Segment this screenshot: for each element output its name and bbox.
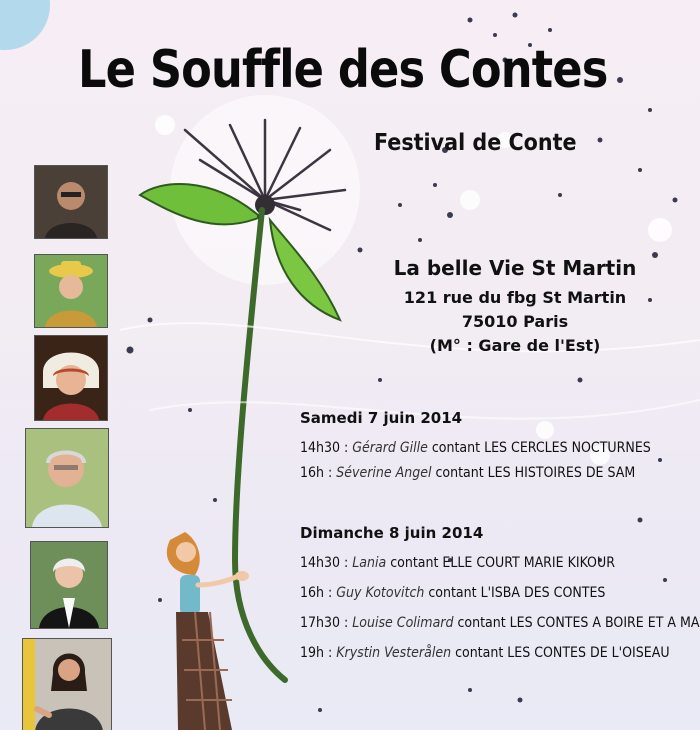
session-title: ELLE COURT MARIE KIKOUR [442,555,615,571]
session-time: 16h : [300,465,333,481]
session-verb: contant [428,585,477,601]
schedule-row [300,645,670,661]
session-verb: contant [457,615,506,631]
session-time: 14h30 : [300,440,349,456]
day-heading-saturday: Samedi 7 juin 2014 [300,409,463,427]
schedule-row [300,585,605,601]
venue-name: La belle Vie St Martin [393,256,637,280]
session-teller: Lania [352,555,387,571]
session-verb: contant [435,465,484,481]
session-title: L'ISBA DES CONTES [480,585,606,601]
session-title: LES CERCLES NOCTURNES [484,440,651,456]
session-verb: contant [431,440,481,456]
session-title: LES CONTES DE L'OISEAU [507,645,670,661]
venue-address: 121 rue du fbg St Martin [403,288,627,307]
session-verb: contant [390,555,439,571]
session-teller: Gérard Gille [352,440,428,456]
venue-metro: (M° : Gare de l'Est) [429,336,601,355]
photo-storyteller-4 [25,428,109,528]
photo-storyteller-2 [34,254,108,328]
day-heading-sunday: Dimanche 8 juin 2014 [300,524,484,542]
schedule-row [300,615,699,631]
venue-block [380,256,650,358]
venue-city: 75010 Paris [461,312,569,331]
session-time: 14h30 : [300,555,349,571]
session-verb: contant [455,645,504,661]
session-time: 17h30 : [300,615,349,631]
session-teller: Séverine Angel [336,465,432,481]
session-title: LES HISTOIRES DE SAM [487,465,636,481]
schedule-row [300,555,615,571]
poster-subtitle: Festival de Conte [374,130,577,156]
photo-storyteller-3 [34,335,108,421]
photo-storyteller-1 [34,165,108,239]
photo-storyteller-6 [22,638,112,730]
poster-title: Le Souffle des Contes [78,40,608,100]
session-title: LES CONTES A BOIRE ET A MA [509,615,700,631]
session-teller: Guy Kotovitch [336,585,425,601]
session-teller: Louise Colimard [352,615,454,631]
session-time: 19h : [300,645,333,661]
schedule-row [300,465,635,481]
photo-storyteller-5 [30,541,108,629]
session-time: 16h : [300,585,333,601]
session-teller: Krystin Vesterålen [336,645,452,661]
schedule-row [300,440,651,456]
